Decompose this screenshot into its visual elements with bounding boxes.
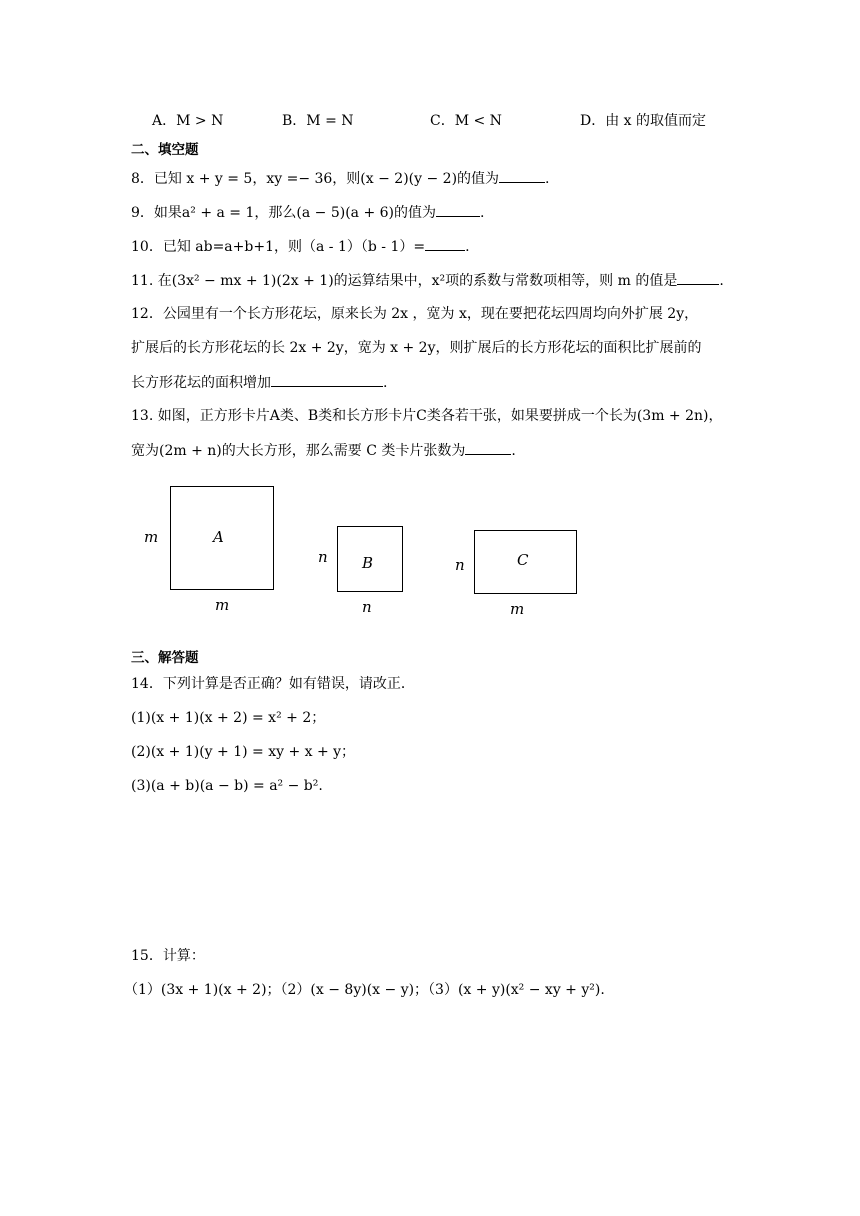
question-9: 9．如果a² + a = 1，那么(a − 5)(a + 6)的值为 . (131, 202, 484, 223)
card-b-label: B (362, 554, 374, 572)
question-14-part-1: (1)(x + 1)(x + 2) = x² + 2； (131, 710, 326, 726)
question-8-text: 8．已知 x + y = 5，xy =− 36，则(x − 2)(y − 2)的值为 (131, 171, 500, 187)
question-12-line-1: 12．公园里有一个长方形花坛，原来长为 2x ，宽为 x，现在要把花坛四周均向外扩展 2y， (131, 306, 699, 322)
card-a-label: A (213, 528, 224, 546)
question-14-part-3: (3)(a + b)(a − b) = a² − b². (131, 778, 323, 794)
card-c-bottom-label: m (510, 600, 525, 618)
question-11-text: 11. 在(3x² − mx + 1)(2x + 1)的运算结果中，x²项的系数与常数项相等，则 m 的值是 (131, 273, 678, 289)
answer-blank (499, 168, 545, 183)
question-9-text: 9．如果a² + a = 1，那么(a − 5)(a + 6)的值为 (131, 205, 436, 221)
question-8: 8．已知 x + y = 5，xy =− 36，则(x − 2)(y − 2)的值为 . (131, 168, 550, 189)
question-14: 14．下列计算是否正确？如有错误，请改正． (131, 676, 415, 692)
card-a-side-label: m (144, 528, 159, 546)
section-solve-heading: 三、解答题 (131, 650, 199, 666)
answer-blank (425, 236, 465, 251)
question-13-line-2: 宽为(2m + n)的大长方形，那么需要 C 类卡片张数为 . (131, 440, 516, 461)
section-fill-heading: 二、填空题 (131, 142, 199, 158)
question-10: 10．已知 ab=a+b+1，则（a - 1）（b - 1）= . (131, 236, 470, 257)
question-15: 15．计算： (131, 948, 205, 964)
question-12-text: 长方形花坛的面积增加 (131, 375, 271, 391)
answer-blank (271, 372, 383, 387)
card-c-side-label: n (455, 556, 465, 574)
card-b-side-label: n (318, 548, 328, 566)
question-13-line-1: 13. 如图，正方形卡片A类、B类和长方形卡片C类各若干张，如果要拼成一个长为(3m + 2n)， (131, 408, 723, 424)
answer-blank (465, 440, 511, 455)
answer-blank (677, 270, 719, 285)
option-c: C．M < N (430, 113, 502, 129)
question-12-line-3: 长方形花坛的面积增加 . (131, 372, 387, 393)
card-b-bottom-label: n (362, 598, 372, 616)
option-a: A．M > N (152, 113, 224, 129)
question-13-text: 宽为(2m + n)的大长方形，那么需要 C 类卡片张数为 (131, 443, 466, 459)
card-c-label: C (517, 551, 529, 569)
answer-blank (436, 202, 480, 217)
question-12-line-2: 扩展后的长方形花坛的长 2x + 2y，宽为 x + 2y，则扩展后的长方形花坛的面积比扩展前的 (131, 340, 702, 356)
option-b: B．M = N (282, 113, 354, 129)
question-11: 11. 在(3x² − mx + 1)(2x + 1)的运算结果中，x²项的系数与常数项相等，则 m 的值是 . (131, 270, 724, 291)
question-10-text: 10．已知 ab=a+b+1，则（a - 1）（b - 1）= (131, 239, 426, 255)
question-14-part-2: (2)(x + 1)(y + 1) = xy + x + y； (131, 744, 356, 760)
card-a-bottom-label: m (215, 596, 230, 614)
option-d: D．由 x 的取值而定 (580, 113, 707, 129)
question-15-parts: （1）(3x + 1)(x + 2)；（2）(x − 8y)(x − y)；（3）(x + y)(x² − xy + y²). (124, 982, 605, 998)
